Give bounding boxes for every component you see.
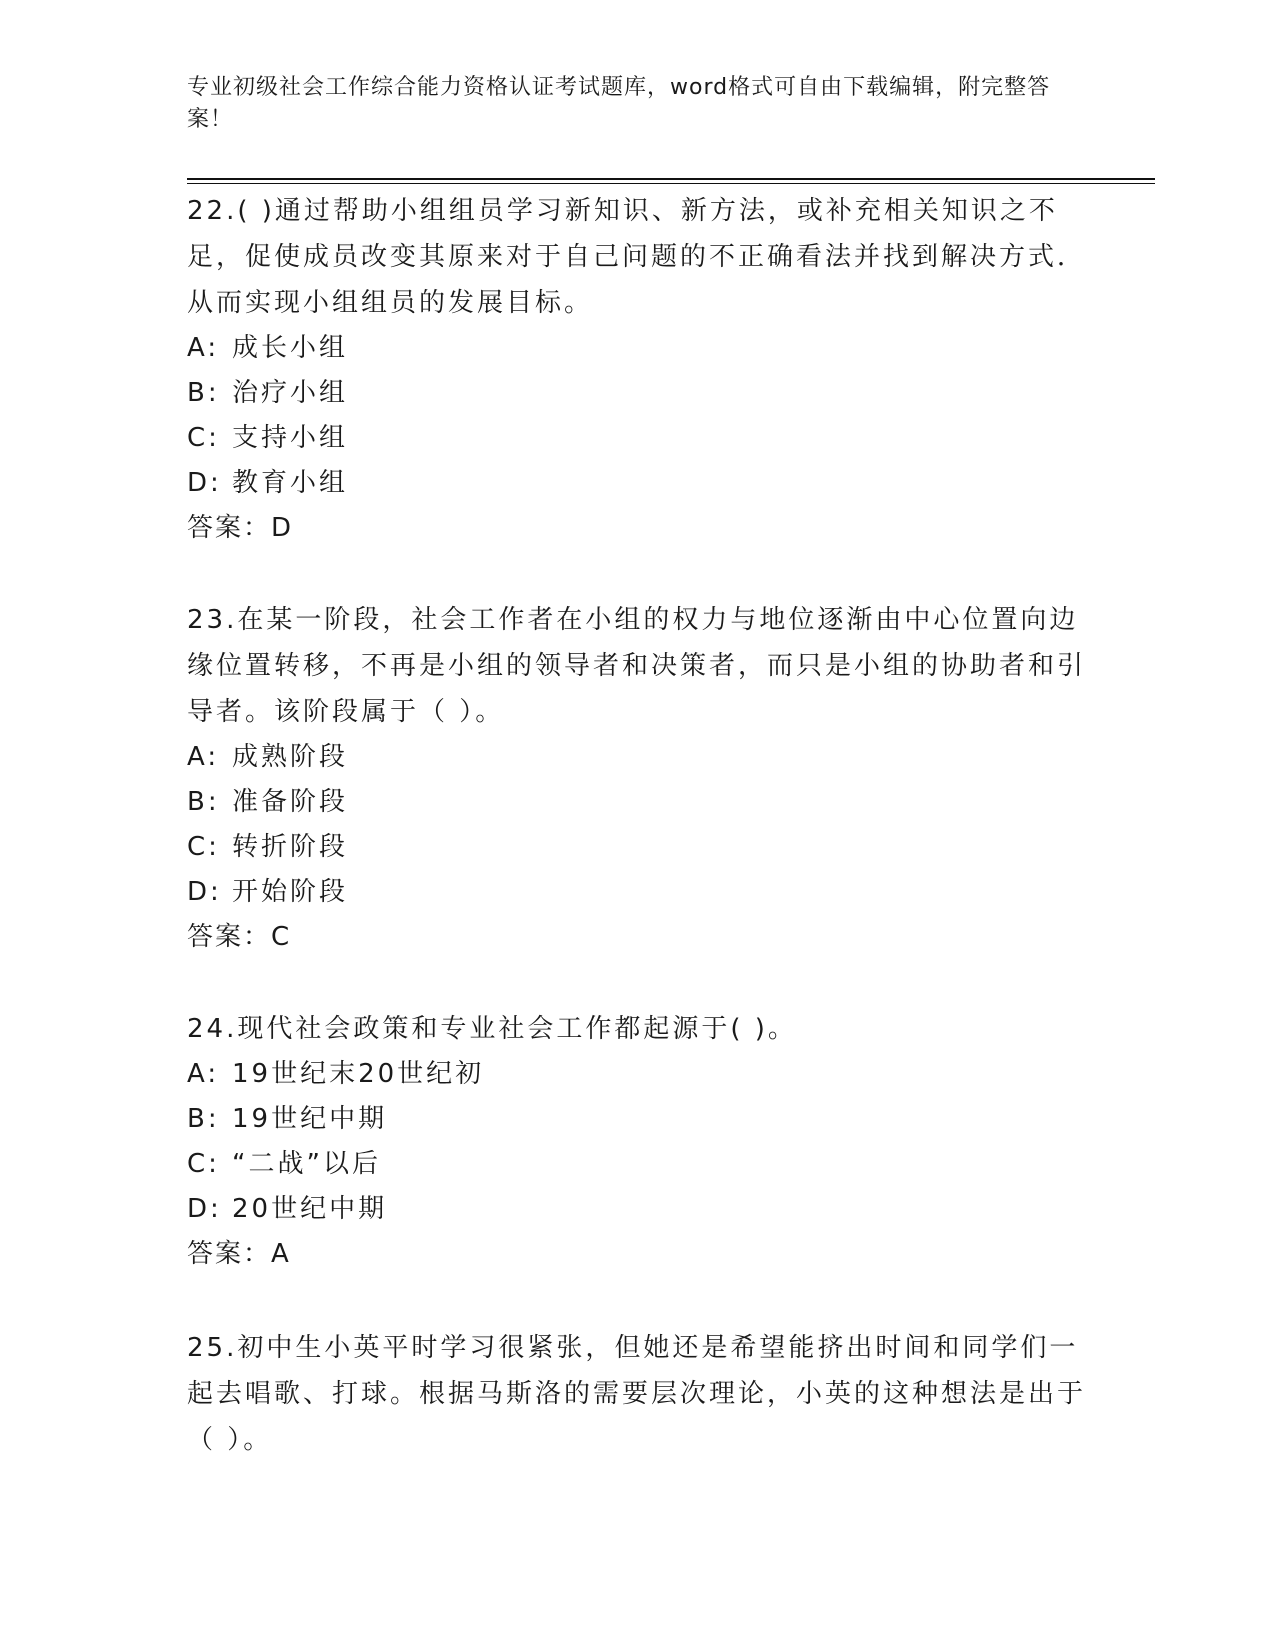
option-letter: C: [187,423,220,453]
option-c [187,1142,1087,1187]
option-letter: A: [187,1059,220,1089]
option-text: 19世纪末20世纪初 [232,1059,485,1089]
option-c [187,825,1087,870]
option-d [187,1187,1087,1232]
question-24 [187,1006,1087,1277]
option-letter: C: [187,832,220,862]
answer-line: 答案：A [187,1239,291,1269]
question-text: 25.初中生小英平时学习很紧张，但她还是希望能挤出时间和同学们一起去唱歌、打球。根据马斯洛的需要层次理论，小英的这种想法是出于（ ）。 [187,1333,1087,1455]
option-a [187,326,1087,371]
option-b [187,1097,1087,1142]
option-text: 教育小组 [232,468,349,498]
answer-line: 答案：C [187,922,292,952]
option-b [187,371,1087,416]
option-b [187,780,1087,825]
option-text: 治疗小组 [232,378,349,408]
option-text: 准备阶段 [232,787,349,817]
question-text: 23.在某一阶段，社会工作者在小组的权力与地位逐渐由中心位置向边缘位置转移，不再是小组的领导者和决策者，而只是小组的协助者和引导者。该阶段属于（ ）。 [187,605,1087,727]
option-text: 成长小组 [232,333,349,363]
question-text: 24.现代社会政策和专业社会工作都起源于( )。 [187,1014,797,1044]
option-c [187,416,1087,461]
option-text: 20世纪中期 [232,1194,388,1224]
option-letter: B: [187,378,220,408]
option-letter: A: [187,333,220,363]
question-22 [187,188,1087,551]
header-divider-thin [187,183,1155,184]
question-text: 22.( )通过帮助小组组员学习新知识、新方法，或补充相关知识之不足，促使成员改变其原来对于自己问题的不正确看法并找到解决方式．从而实现小组组员的发展目标。 [187,196,1087,318]
option-d [187,870,1087,915]
option-text: 支持小组 [232,423,349,453]
option-text: 成熟阶段 [232,742,349,772]
option-text: 开始阶段 [232,877,349,907]
option-d [187,461,1087,506]
question-23 [187,597,1087,960]
document-header: 专业初级社会工作综合能力资格认证考试题库，word格式可自由下载编辑，附完整答案！ [187,75,1051,132]
option-letter: C: [187,1149,220,1179]
option-letter: B: [187,1104,220,1134]
option-letter: D: [187,468,222,498]
option-a [187,735,1087,780]
answer-line: 答案：D [187,513,294,543]
option-letter: A: [187,742,220,772]
option-letter: B: [187,787,220,817]
option-letter: D: [187,877,222,907]
option-text: “二战”以后 [232,1149,381,1179]
option-a [187,1052,1087,1097]
question-25 [187,1325,1087,1463]
option-letter: D: [187,1194,222,1224]
header-divider-thick [187,178,1155,180]
option-text: 19世纪中期 [232,1104,388,1134]
option-text: 转折阶段 [232,832,349,862]
